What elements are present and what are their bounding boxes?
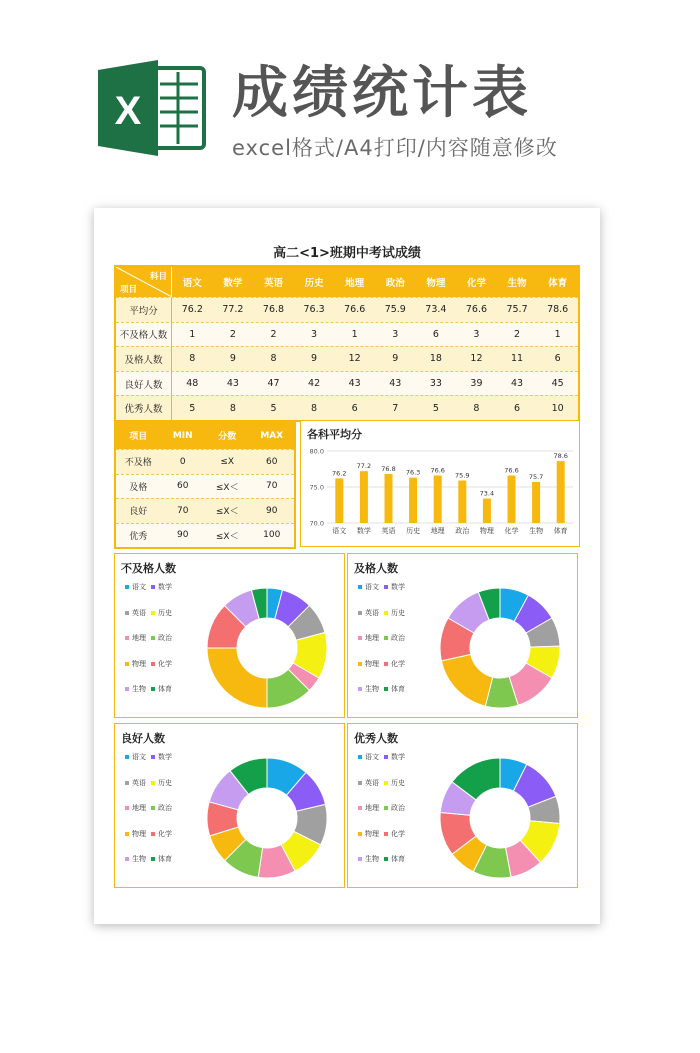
legend-item [358, 608, 379, 618]
legend-swatch [125, 611, 129, 615]
subject-header: 地理 [345, 278, 365, 289]
legend-swatch [125, 636, 129, 640]
table-row [116, 449, 294, 474]
row-label: 平均分 [116, 298, 172, 322]
legend-swatch [358, 611, 362, 615]
fail-count-chart [114, 553, 345, 718]
legend-swatch [358, 585, 362, 589]
subject-header: 数学 [223, 278, 243, 289]
table-cell: 43 [226, 378, 239, 390]
table-cell: 39 [470, 378, 483, 390]
legend-swatch [358, 781, 362, 785]
legend-swatch [384, 755, 388, 759]
chart-title: 各科平均分 [307, 428, 362, 441]
legend-label: 体育 [391, 855, 405, 863]
legend-label: 语文 [132, 753, 146, 761]
x-tick-label: 物理 [479, 527, 494, 535]
row-label: 良好人数 [116, 372, 172, 396]
legend-label: 地理 [132, 634, 146, 642]
banner-title: 成绩统计表 [232, 61, 532, 126]
table-row [116, 297, 578, 322]
legend-swatch [384, 611, 388, 615]
data-label: 75.9 [455, 471, 470, 480]
donut-slice [441, 654, 492, 706]
legend-label: 政治 [391, 804, 405, 812]
grade-cell-label: 不及格 [124, 458, 152, 469]
legend-label: 化学 [158, 829, 172, 838]
legend-swatch [125, 857, 129, 861]
legend-label: 物理 [365, 829, 379, 838]
table-cell: 78.6 [547, 304, 569, 316]
legend-item [125, 778, 146, 788]
banner-subtitle: excel格式/A4打印/内容随意修改 [232, 136, 558, 160]
x-tick-label: 数学 [356, 527, 371, 535]
legend-swatch [151, 806, 155, 810]
donut-slice [207, 648, 267, 708]
table-cell: 3 [473, 328, 480, 340]
legend-label: 英语 [132, 778, 146, 787]
grade-cell-max: 60 [266, 456, 278, 467]
table-cell: 1 [189, 328, 196, 340]
chart-title: 优秀人数 [354, 732, 398, 745]
data-label: 77.2 [356, 462, 372, 471]
table-cell: 43 [389, 378, 402, 390]
corner-cell [116, 267, 172, 297]
legend-swatch [384, 636, 388, 640]
grade-cell-range: ≤X＜ [215, 482, 239, 493]
table-cell: 9 [229, 353, 236, 365]
grade-cell-min: 60 [177, 481, 189, 492]
table-cell: 76.6 [344, 304, 366, 316]
table-row [116, 346, 578, 371]
y-tick-label: 75.0 [309, 483, 324, 492]
donut-chart [197, 748, 337, 888]
legend-item [384, 829, 405, 839]
bar [360, 471, 368, 523]
table-row [116, 523, 294, 548]
data-label: 78.6 [553, 452, 568, 461]
legend-swatch [384, 662, 388, 666]
subject-header: 语文 [182, 278, 202, 289]
pass-count-chart [347, 553, 578, 718]
table-row [116, 474, 294, 499]
legend-swatch [151, 687, 155, 691]
legend-swatch [151, 781, 155, 785]
legend-swatch [151, 636, 155, 640]
table-cell: 8 [311, 402, 318, 414]
x-tick-label: 英语 [381, 527, 396, 535]
legend-swatch [358, 636, 362, 640]
subject-header: 政治 [385, 278, 405, 289]
table-cell: 76.3 [303, 304, 325, 316]
legend-item [125, 684, 146, 694]
row-label: 不及格人数 [116, 323, 172, 347]
spreadsheet-page [94, 208, 600, 924]
grade-cell-max: 70 [266, 481, 278, 492]
table-cell: 10 [551, 402, 564, 414]
y-tick-label: 70.0 [309, 519, 324, 528]
table-cell: 75.9 [384, 304, 406, 316]
bar [532, 482, 540, 523]
table-cell: 3 [311, 328, 318, 340]
grade-header: 分数 [218, 432, 237, 442]
grade-cell-min: 70 [177, 505, 189, 516]
legend-item [151, 829, 172, 839]
corner-label-item: 项目 [120, 285, 138, 295]
excel-logo-letter: X [114, 89, 142, 133]
legend-item [384, 803, 405, 813]
subject-header: 生物 [507, 278, 527, 289]
data-label: 76.3 [405, 468, 421, 477]
bar [508, 475, 516, 523]
legend-item [125, 633, 146, 643]
legend-item [151, 854, 172, 864]
legend-label: 历史 [158, 608, 172, 617]
legend-swatch [151, 857, 155, 861]
table-cell: 6 [514, 402, 521, 414]
grade-criteria-table [114, 420, 296, 549]
table-cell: 47 [267, 378, 280, 390]
legend-label: 生物 [132, 855, 146, 863]
legend-item [358, 854, 379, 864]
legend-item [151, 778, 172, 788]
table-cell: 6 [554, 353, 561, 365]
x-tick-label: 政治 [455, 527, 470, 535]
legend-swatch [384, 781, 388, 785]
table-row [116, 322, 578, 347]
x-tick-label: 生物 [529, 527, 544, 535]
grade-cell-label: 及格 [129, 482, 148, 493]
average-score-chart [300, 420, 580, 547]
legend-item [125, 608, 146, 618]
legend-swatch [151, 585, 155, 589]
legend-item [151, 608, 172, 618]
legend-swatch [358, 687, 362, 691]
legend-label: 政治 [158, 804, 172, 812]
legend-label: 语文 [132, 583, 146, 591]
score-table-header [116, 267, 578, 297]
legend-swatch [151, 832, 155, 836]
banner [0, 0, 700, 180]
legend-item [384, 752, 405, 762]
legend-label: 生物 [132, 685, 146, 693]
legend-item [151, 803, 172, 813]
legend-swatch [125, 832, 129, 836]
x-tick-label: 历史 [406, 527, 421, 535]
score-table [114, 265, 580, 422]
legend-swatch [358, 662, 362, 666]
legend-swatch [358, 755, 362, 759]
good-count-chart [114, 723, 345, 888]
table-cell: 76.8 [262, 304, 285, 316]
bar [385, 474, 393, 523]
table-cell: 33 [429, 378, 442, 390]
legend-item [125, 659, 146, 669]
legend-label: 物理 [132, 829, 146, 838]
legend-label: 历史 [391, 608, 405, 617]
legend-swatch [125, 687, 129, 691]
y-tick-label: 80.0 [309, 447, 324, 456]
legend-item [151, 633, 172, 643]
grade-table-header [116, 422, 294, 449]
table-row [116, 371, 578, 396]
grade-header: MIN [172, 430, 193, 441]
table-cell: 75.7 [506, 304, 528, 316]
donut-chart [430, 578, 570, 718]
table-cell: 73.4 [425, 304, 447, 316]
legend-item [125, 752, 146, 762]
table-cell: 8 [473, 402, 480, 414]
data-label: 75.7 [528, 472, 544, 481]
legend-item [358, 803, 379, 813]
x-tick-label: 化学 [504, 527, 519, 535]
subject-header: 英语 [263, 278, 283, 289]
legend-item [358, 659, 379, 669]
data-label: 73.4 [479, 489, 495, 498]
legend-swatch [125, 781, 129, 785]
legend-swatch [151, 662, 155, 666]
legend-label: 数学 [158, 583, 172, 591]
table-cell: 8 [229, 402, 236, 414]
table-cell: 11 [511, 353, 524, 365]
grade-cell-max: 90 [266, 505, 278, 516]
legend-item [125, 803, 146, 813]
legend-item [358, 829, 379, 839]
chart-title: 不及格人数 [121, 562, 176, 575]
table-cell: 1 [554, 328, 561, 340]
legend-swatch [151, 755, 155, 759]
x-tick-label: 地理 [430, 527, 445, 535]
legend-swatch [125, 806, 129, 810]
legend-label: 语文 [365, 583, 379, 591]
bar [458, 481, 466, 523]
legend-item [384, 608, 405, 618]
table-cell: 18 [429, 353, 442, 365]
table-cell: 43 [511, 378, 524, 390]
legend-item [125, 582, 146, 592]
legend-swatch [358, 806, 362, 810]
corner-label-subject: 科目 [149, 272, 167, 282]
legend-swatch [384, 687, 388, 691]
legend-item [384, 778, 405, 788]
legend-label: 历史 [391, 778, 405, 787]
legend-item [151, 582, 172, 592]
grade-cell-min: 90 [177, 530, 189, 541]
table-cell: 12 [470, 353, 483, 365]
legend-label: 历史 [158, 778, 172, 787]
legend-label: 物理 [365, 659, 379, 668]
grade-cell-label: 良好 [129, 507, 148, 518]
legend-swatch [125, 662, 129, 666]
excel-logo-icon [98, 58, 206, 158]
table-cell: 43 [348, 378, 361, 390]
legend-swatch [358, 857, 362, 861]
table-cell: 5 [270, 402, 277, 414]
legend-item [125, 854, 146, 864]
table-cell: 3 [392, 328, 399, 340]
bar [557, 461, 565, 523]
legend-item [151, 659, 172, 669]
table-cell: 76.2 [181, 304, 203, 316]
bar [483, 499, 491, 523]
legend-label: 化学 [391, 659, 405, 668]
legend-label: 语文 [365, 753, 379, 761]
legend-item [125, 829, 146, 839]
donut-chart [430, 748, 570, 888]
subject-header: 化学 [466, 278, 486, 289]
legend-label: 数学 [158, 753, 172, 761]
subject-header: 物理 [426, 278, 446, 289]
table-cell: 42 [308, 378, 321, 390]
legend-label: 化学 [391, 829, 405, 838]
row-label: 优秀人数 [116, 396, 172, 420]
table-cell: 7 [392, 402, 399, 414]
table-row [116, 498, 294, 523]
legend-label: 体育 [158, 855, 172, 863]
legend-item [384, 582, 405, 592]
table-cell: 2 [229, 328, 236, 340]
table-cell: 1 [351, 328, 358, 340]
legend-item [358, 582, 379, 592]
data-label: 76.2 [332, 469, 347, 478]
legend-item [358, 633, 379, 643]
chart-title: 及格人数 [354, 562, 398, 575]
legend-label: 生物 [365, 855, 379, 863]
table-cell: 9 [311, 353, 318, 365]
table-cell: 2 [514, 328, 521, 340]
table-cell: 45 [551, 378, 564, 390]
legend-item [358, 752, 379, 762]
legend-swatch [384, 806, 388, 810]
legend-item [358, 778, 379, 788]
grade-header: MAX [260, 430, 284, 441]
bar [409, 478, 417, 523]
legend-item [358, 684, 379, 694]
legend-label: 英语 [365, 778, 379, 787]
donut-chart [197, 578, 337, 718]
table-cell: 5 [189, 402, 196, 414]
bar [335, 478, 343, 523]
legend-item [384, 633, 405, 643]
bar [434, 475, 442, 523]
grade-cell-range: ≤X＜ [215, 507, 239, 518]
table-cell: 8 [270, 353, 277, 365]
legend-label: 数学 [391, 753, 405, 761]
legend-label: 地理 [365, 804, 379, 812]
table-cell: 6 [351, 402, 358, 414]
x-tick-label: 体育 [553, 527, 568, 535]
row-label: 及格人数 [116, 347, 172, 371]
table-cell: 12 [348, 353, 361, 365]
grade-cell-min: 0 [179, 456, 186, 467]
legend-swatch [384, 832, 388, 836]
legend-label: 英语 [365, 608, 379, 617]
legend-label: 数学 [391, 583, 405, 591]
legend-swatch [384, 585, 388, 589]
bar-chart-svg [301, 421, 581, 548]
legend-label: 体育 [158, 685, 172, 693]
data-label: 76.8 [381, 465, 396, 474]
legend-swatch [125, 755, 129, 759]
grade-cell-range: ≤X [220, 456, 235, 467]
grade-cell-range: ≤X＜ [215, 531, 239, 542]
table-cell: 2 [270, 328, 277, 340]
legend-label: 政治 [158, 634, 172, 642]
subject-header: 历史 [304, 278, 324, 289]
legend-label: 生物 [365, 685, 379, 693]
legend-item [151, 684, 172, 694]
legend-label: 体育 [391, 685, 405, 693]
legend-label: 物理 [132, 659, 146, 668]
table-cell: 77.2 [222, 304, 244, 316]
x-tick-label: 语文 [332, 527, 347, 535]
legend-item [384, 659, 405, 669]
legend-swatch [125, 585, 129, 589]
table-row [116, 395, 578, 420]
table-cell: 5 [432, 402, 439, 414]
table-cell: 6 [432, 328, 439, 340]
subject-header: 体育 [548, 278, 568, 289]
legend-label: 地理 [132, 804, 146, 812]
data-label: 76.6 [430, 466, 445, 475]
excellent-count-chart [347, 723, 578, 888]
sheet-title: 高二<1>班期中考试成绩 [273, 246, 421, 261]
data-label: 76.6 [504, 466, 519, 475]
chart-title: 良好人数 [121, 732, 165, 745]
legend-label: 政治 [391, 634, 405, 642]
legend-label: 地理 [365, 634, 379, 642]
legend-swatch [358, 832, 362, 836]
table-cell: 76.6 [465, 304, 488, 316]
legend-swatch [384, 857, 388, 861]
legend-item [384, 854, 405, 864]
legend-label: 化学 [158, 659, 172, 668]
legend-item [384, 684, 405, 694]
table-cell: 9 [392, 353, 399, 365]
legend-swatch [151, 611, 155, 615]
legend-label: 英语 [132, 608, 146, 617]
grade-cell-max: 100 [263, 530, 281, 541]
grade-cell-label: 优秀 [129, 531, 148, 542]
table-cell: 8 [189, 353, 196, 365]
table-cell: 48 [186, 378, 199, 390]
legend-item [151, 752, 172, 762]
grade-header: 项目 [129, 432, 148, 442]
